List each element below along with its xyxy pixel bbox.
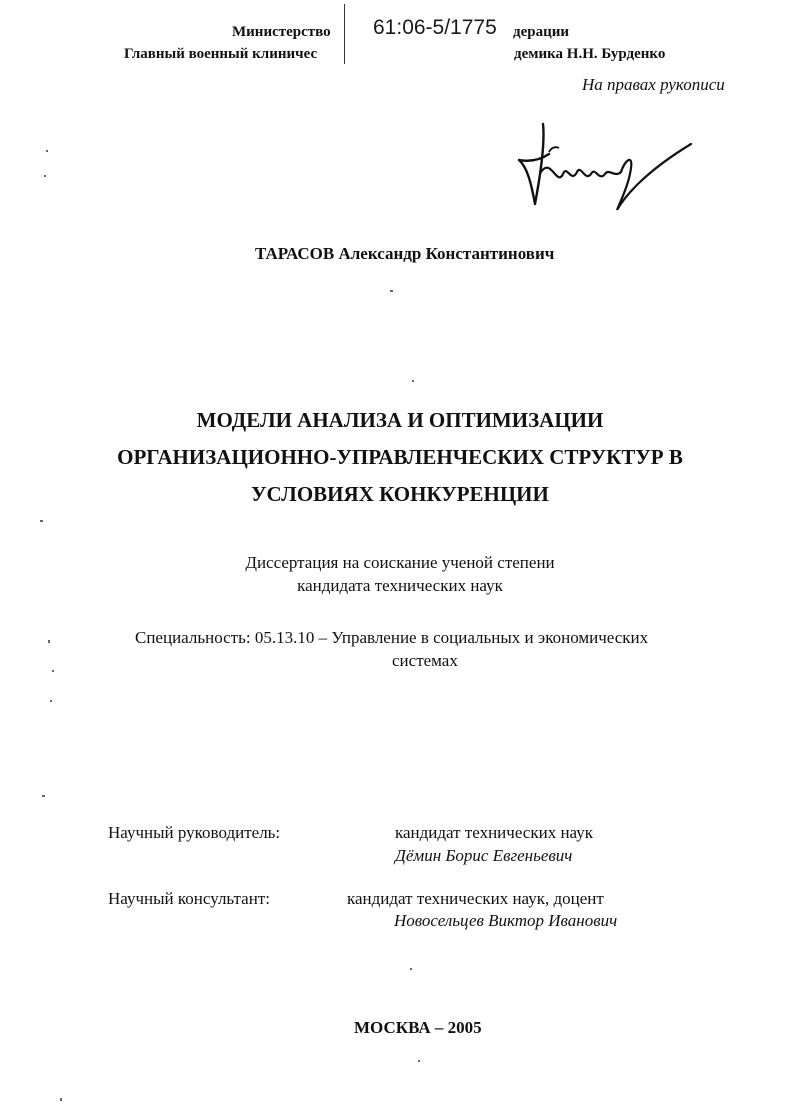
- supervisor-label: Научный руководитель:: [108, 823, 281, 842]
- hospital-header-start: Главный военный клиничес: [124, 46, 318, 62]
- scan-speck: [418, 1060, 420, 1062]
- scan-speck: [410, 968, 412, 970]
- faded-text-smudge: [345, 46, 510, 64]
- title-line: МОДЕЛИ АНАЛИЗА И ОПТИМИЗАЦИИ: [196, 408, 604, 432]
- scan-speck: [390, 290, 393, 292]
- scan-speck: [48, 640, 50, 643]
- consultant-degree: кандидат технических наук, доцент: [347, 889, 604, 908]
- city-year: МОСКВА – 2005: [354, 1018, 482, 1037]
- handwritten-signature: [505, 112, 705, 222]
- hospital-header-end: демика Н.Н. Бурденко: [514, 46, 666, 62]
- library-stamp-number: 61:06-5/1775: [370, 16, 500, 40]
- specialty-line-2: системах: [392, 651, 458, 670]
- title-line: ОРГАНИЗАЦИОННО-УПРАВЛЕНЧЕСКИХ СТРУКТУР В: [117, 445, 683, 469]
- dissertation-title: [100, 402, 700, 513]
- dissertation-degree: [150, 551, 650, 597]
- degree-line: Диссертация на соискание ученой степени: [245, 553, 555, 572]
- specialty-line-1: Специальность: 05.13.10 – Управление в социальных и экономических: [135, 628, 649, 647]
- ministry-header-start: Министерство: [232, 24, 331, 40]
- ministry-header-end: дерации: [513, 24, 570, 40]
- scan-speck: [52, 670, 54, 672]
- degree-line: кандидата технических наук: [297, 576, 503, 595]
- scan-speck: [412, 380, 414, 382]
- scan-speck: [60, 1098, 62, 1101]
- consultant-label: Научный консультант:: [108, 889, 270, 908]
- scan-speck: [50, 700, 52, 702]
- consultant-name: Новосельцев Виктор Иванович: [394, 911, 618, 930]
- supervisor-degree: кандидат технических наук: [395, 823, 593, 842]
- author-name: ТАРАСОВ Александр Константинович: [255, 244, 555, 263]
- title-line: УСЛОВИЯХ КОНКУРЕНЦИИ: [251, 482, 549, 506]
- scan-speck: [44, 175, 46, 177]
- scan-speck: [46, 150, 48, 152]
- scan-speck: [40, 520, 43, 522]
- supervisor-name: Дёмин Борис Евгеньевич: [395, 846, 573, 865]
- scan-speck: [42, 795, 45, 797]
- rights-note: На правах рукописи: [582, 75, 725, 94]
